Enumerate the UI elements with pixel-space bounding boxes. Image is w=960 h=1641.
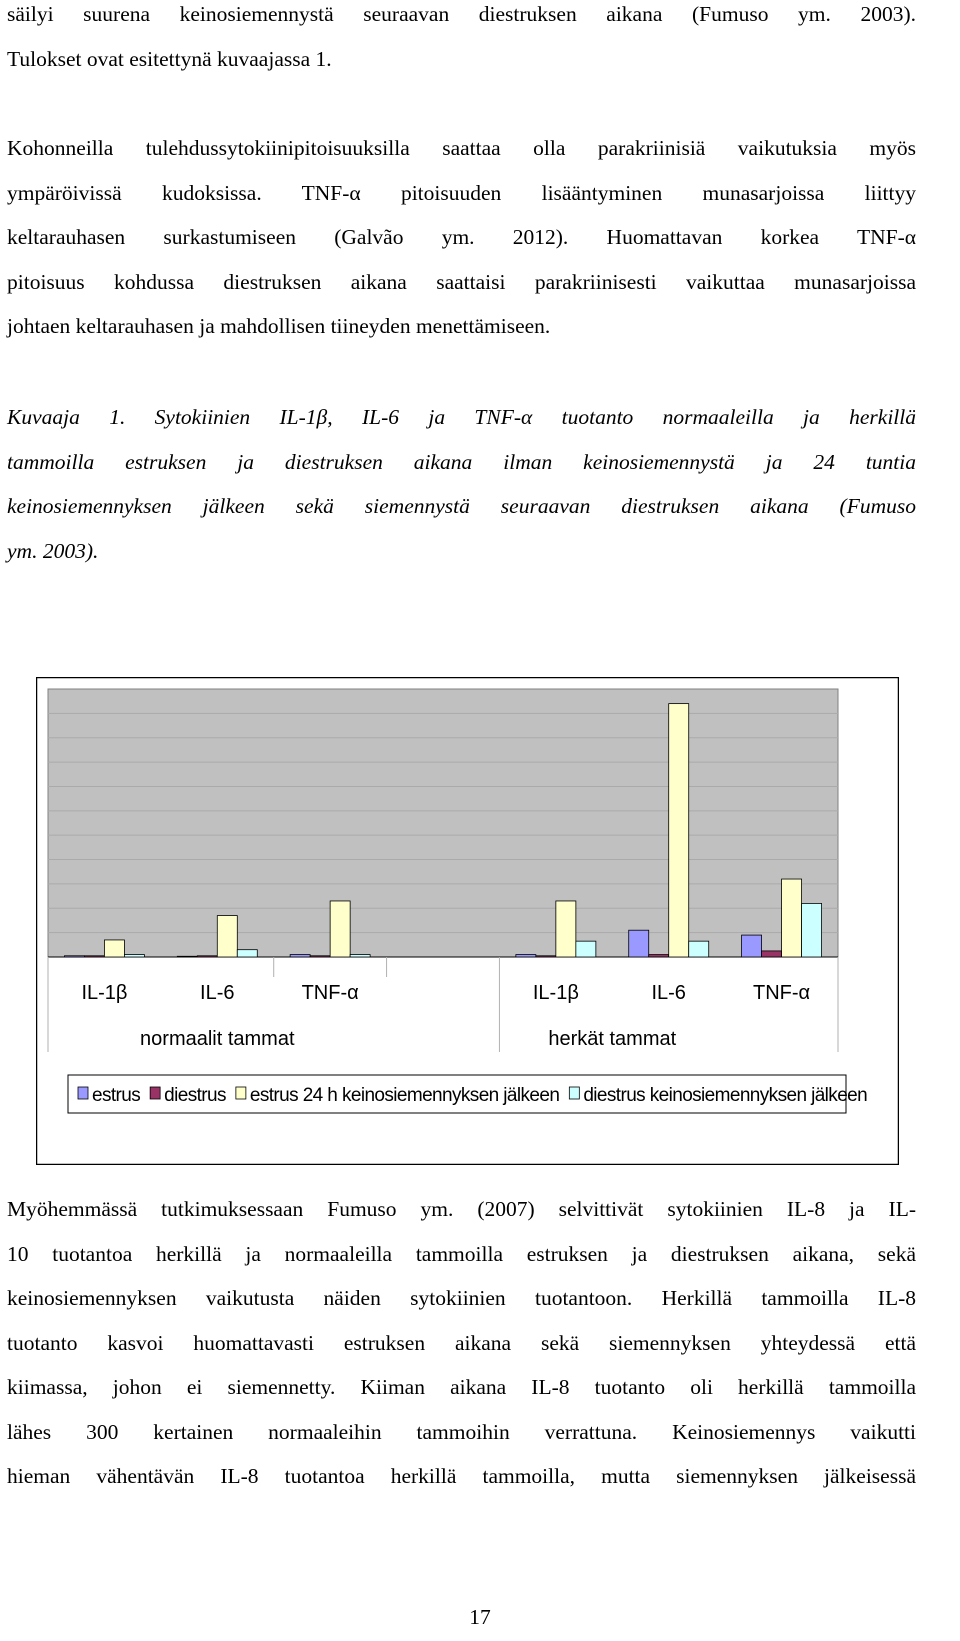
text-line: Kohonneilla tulehdussytokiinipitoisuuksilla saattaa olla parakriinisiä vaikutuksia myös <box>7 136 916 160</box>
bar <box>649 955 669 957</box>
plot-area <box>48 689 838 957</box>
caption-line: tammoilla estruksen ja diestruksen aikana ilman keinosiemennystä ja 24 tuntia <box>7 449 916 474</box>
bar <box>629 930 649 957</box>
bar <box>576 941 596 957</box>
bar <box>84 956 104 957</box>
caption-line: keinosiemennyksen jälkeen sekä siemennystä seuraavan diestruksen aikana (Fumuso <box>7 494 916 518</box>
group-label: herkät tammat <box>548 1028 677 1050</box>
bar <box>290 955 310 957</box>
bar <box>669 704 689 957</box>
bar <box>762 951 782 957</box>
text-line: säilyi suurena keinosiemennystä seuraavan diestruksen aikana (Fumuso ym. 2003). <box>7 2 916 26</box>
bar <box>516 955 536 957</box>
text-line: Myöhemmässä tutkimuksessaan Fumuso ym. (2007) selvittivät sytokiinien IL-8 ja IL- <box>7 1197 916 1221</box>
legend-label: estrus 24 h keinosiemennyksen jälkeen <box>249 1085 560 1106</box>
bar <box>742 935 762 957</box>
text-line: hieman vähentävän IL-8 tuotantoa herkillä tammoilla, mutta siemennyksen jälkeisessä <box>7 1464 916 1488</box>
category-tick-label: TNF-α <box>753 982 811 1004</box>
category-tick-label: IL-1β <box>81 982 128 1004</box>
bar <box>782 879 802 957</box>
category-tick-label: IL-6 <box>651 982 686 1004</box>
text-line: keinosiemennyksen vaikutusta näiden sytokiinien tuotantoon. Herkillä tammoilla IL-8 <box>7 1286 916 1310</box>
text-line: lähes 300 kertainen normaaleihin tammoihin verrattuna. Keinosiemennys vaikutti <box>7 1419 916 1444</box>
bar <box>64 956 84 957</box>
text-line: keltarauhasen surkastumiseen (Galvão ym. 2012). Huomattavan korkea TNF-α <box>7 225 916 249</box>
text-line: ympäröivissä kudoksissa. TNF-α pitoisuuden lisääntyminen munasarjoissa liittyy <box>7 180 916 205</box>
bar <box>217 916 237 957</box>
legend-label: diestrus <box>164 1085 226 1106</box>
cytokine-bar-chart <box>36 677 899 1165</box>
bar <box>124 955 144 957</box>
caption-line: Kuvaaja 1. Sytokiinien IL-1β, IL-6 ja TNF-α tuotanto normaaleilla ja herkillä <box>7 405 916 429</box>
paragraph-1 <box>7 0 916 81</box>
legend-label: diestrus keinosiemennyksen jälkeen <box>583 1085 868 1106</box>
bar <box>802 903 822 957</box>
figure-caption <box>7 395 916 573</box>
legend-swatch <box>150 1087 160 1099</box>
bar <box>330 901 350 957</box>
bar <box>310 956 330 957</box>
caption-line: ym. 2003). <box>7 538 99 563</box>
text-line: kiimassa, johon ei siemennetty. Kiiman aikana IL-8 tuotanto oli herkillä tammoilla <box>7 1375 916 1399</box>
text-line: pitoisuus kohdussa diestruksen aikana saattaisi parakriinisesti vaikuttaa munasarjoissa <box>7 269 916 294</box>
bar <box>689 941 709 957</box>
text-line: Tulokset ovat esitettynä kuvaajassa 1. <box>7 46 332 71</box>
bar <box>350 955 370 957</box>
legend-label: estrus <box>92 1085 141 1106</box>
text-line: tuotanto kasvoi huomattavasti estruksen aikana sekä siemennyksen yhteydessä että <box>7 1330 916 1355</box>
legend-swatch <box>78 1087 88 1099</box>
bar <box>237 950 257 957</box>
bar <box>197 956 217 957</box>
text-line: johtaen keltarauhasen ja mahdollisen tiineyden menettämiseen. <box>7 314 551 338</box>
paragraph-2 <box>7 126 916 349</box>
paragraph-3 <box>7 1187 916 1499</box>
legend-swatch <box>236 1087 246 1099</box>
category-tick-label: IL-1β <box>532 982 579 1004</box>
bar <box>556 901 576 957</box>
page-number: 17 <box>469 1605 491 1629</box>
bar <box>536 956 556 957</box>
category-tick-label: IL-6 <box>200 982 235 1004</box>
bar <box>177 956 197 957</box>
chart-canvas <box>36 677 899 1165</box>
bar <box>104 940 124 957</box>
group-label: normaalit tammat <box>140 1028 295 1050</box>
text-line: 10 tuotantoa herkillä ja normaaleilla tammoilla estruksen ja diestruksen aikana, sekä <box>7 1241 916 1266</box>
legend-swatch <box>569 1087 579 1099</box>
category-tick-label: TNF-α <box>301 982 359 1004</box>
